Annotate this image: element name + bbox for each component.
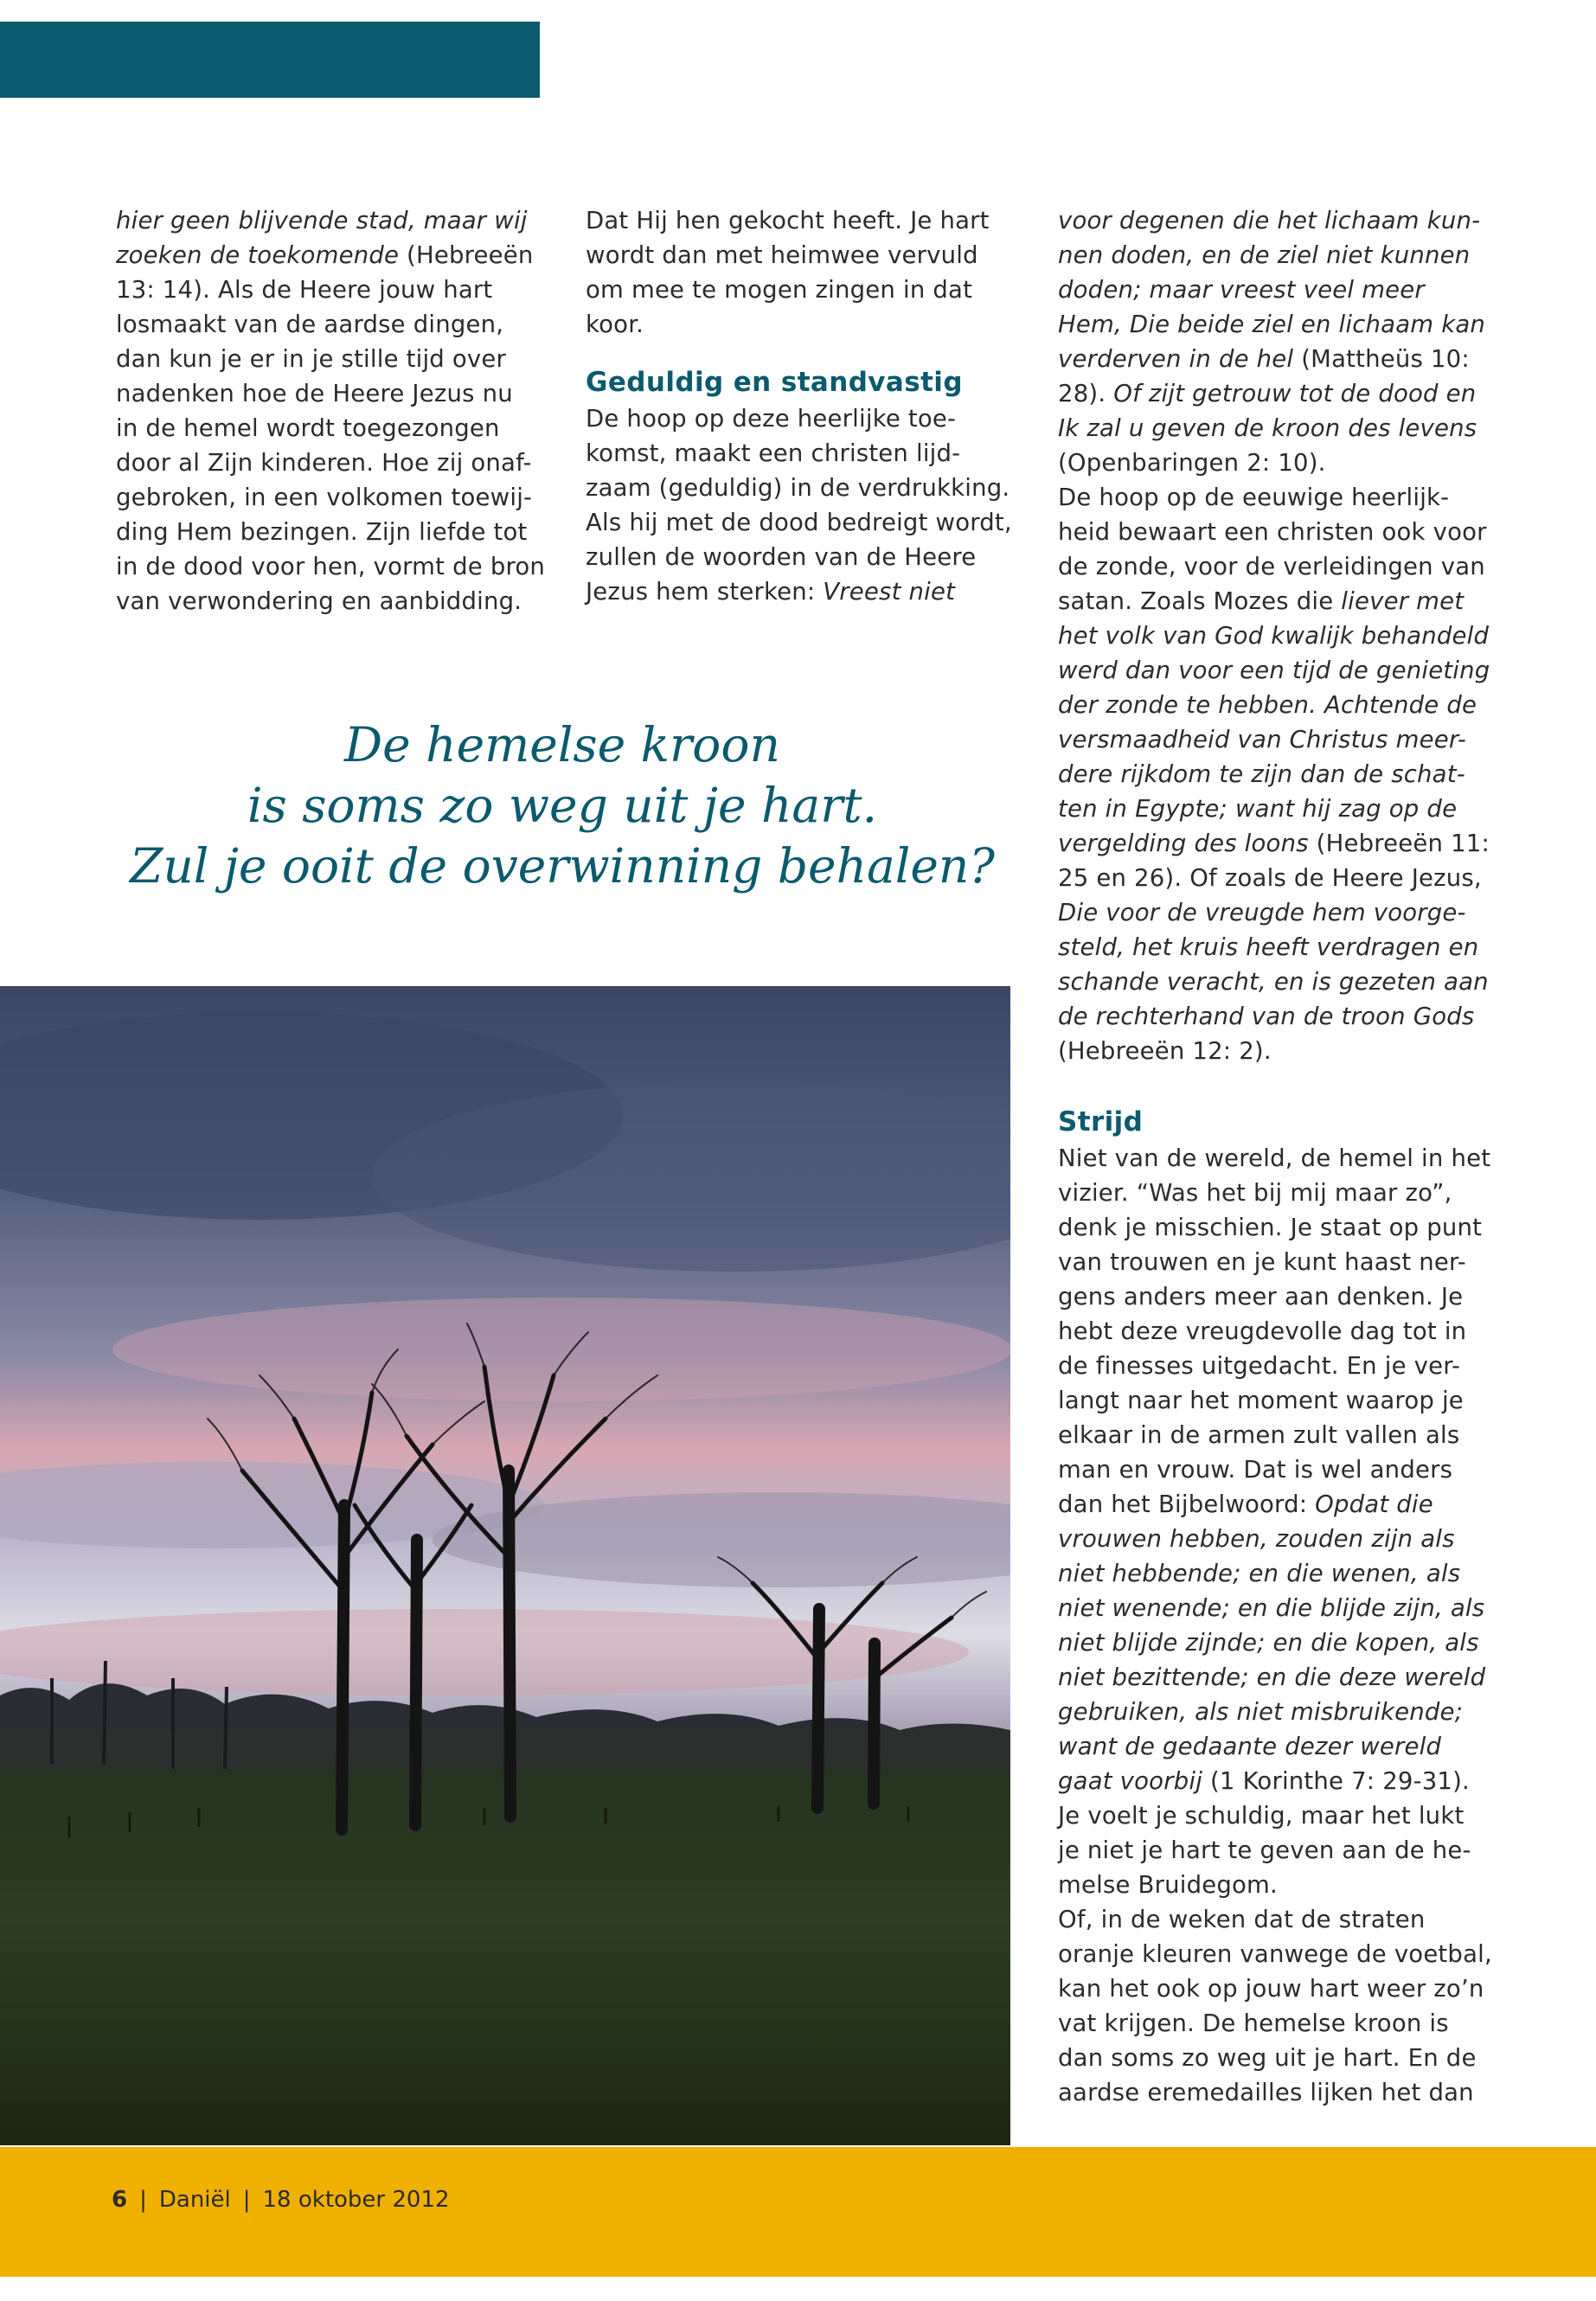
text-line bbox=[116, 203, 566, 238]
text-line bbox=[1058, 1245, 1490, 1279]
text-line bbox=[1058, 584, 1490, 619]
text-line bbox=[1058, 1176, 1490, 1210]
text-line bbox=[1058, 1418, 1490, 1452]
italic-segment: want de gedaante dezer wereld bbox=[1058, 1733, 1442, 1760]
text-line bbox=[1058, 895, 1490, 930]
italic-segment: Ik zal u geven de kroon des levens bbox=[1058, 414, 1477, 442]
roman-segment: ding Hem bezingen. Zijn liefde tot bbox=[116, 518, 528, 546]
italic-segment: vrouwen hebben, zouden zijn als bbox=[1058, 1525, 1455, 1553]
roman-segment: (Openbaringen 2: 10). bbox=[1058, 449, 1326, 477]
roman-segment: gebroken, in een volkomen toewij- bbox=[116, 484, 533, 511]
text-line: De hoop op deze heerlijke toe- bbox=[586, 405, 957, 433]
text-line bbox=[116, 549, 566, 584]
text-line bbox=[116, 272, 566, 307]
section-heading-geduldig: Geduldig en standvastig bbox=[586, 367, 963, 398]
italic-segment: voor degenen die het lichaam kun- bbox=[1058, 207, 1481, 234]
text-line bbox=[1058, 688, 1490, 722]
text-line bbox=[1058, 238, 1490, 272]
text-line bbox=[116, 480, 566, 515]
italic-segment: dere rijkdom te zijn dan de schat- bbox=[1058, 760, 1465, 788]
roman-segment: (1 Korinthe 7: 29-31). bbox=[1202, 1767, 1470, 1795]
text-line bbox=[1058, 861, 1490, 895]
text-line bbox=[1058, 1971, 1490, 2006]
pull-quote bbox=[130, 715, 995, 896]
italic-segment: ten in Egypte; want hij zag op de bbox=[1058, 795, 1458, 823]
text-column-3-strijd bbox=[1058, 1105, 1490, 2110]
italic-segment: de rechterhand van de troon Gods bbox=[1058, 1003, 1475, 1030]
text-line bbox=[1058, 1625, 1490, 1660]
roman-segment: nadenken hoe de Heere Jezus nu bbox=[116, 380, 513, 407]
roman-segment: Niet van de wereld, de hemel in het bbox=[1058, 1144, 1491, 1172]
text-line bbox=[1058, 1452, 1490, 1487]
roman-segment: oranje kleuren vanwege de voetbal, bbox=[1058, 1940, 1492, 1968]
italic-segment: vergelding des loons bbox=[1058, 830, 1309, 857]
text-line bbox=[1058, 653, 1490, 688]
roman-segment: losmaakt van de aardse dingen, bbox=[116, 311, 504, 338]
text-line bbox=[116, 307, 566, 342]
italic-segment: liever met bbox=[1341, 587, 1465, 615]
italic-segment: Hem, Die beide ziel en lichaam kan bbox=[1058, 311, 1486, 338]
text-line bbox=[1058, 549, 1490, 584]
roman-segment: je niet je hart te geven aan de he- bbox=[1058, 1836, 1471, 1864]
text-line bbox=[116, 411, 566, 445]
roman-segment: Of, in de weken dat de straten bbox=[1058, 1906, 1426, 1933]
roman-segment: langt naar het moment waarop je bbox=[1058, 1387, 1464, 1414]
italic-segment: versmaadheid van Christus meer- bbox=[1058, 726, 1466, 753]
italic-segment: niet bezittende; en die deze wereld bbox=[1058, 1663, 1486, 1691]
roman-segment: van verwondering en aanbidding. bbox=[116, 587, 522, 615]
text-line bbox=[1058, 1902, 1490, 1937]
text-line bbox=[1058, 1660, 1490, 1695]
text-line bbox=[1058, 2006, 1490, 2041]
section-heading-strijd: Strijd bbox=[1058, 1106, 1144, 1138]
text-line bbox=[1058, 1522, 1490, 1556]
text-line bbox=[116, 376, 566, 411]
italic-segment: het volk van God kwalijk behandeld bbox=[1058, 622, 1490, 650]
text-line bbox=[1058, 1383, 1490, 1418]
roman-segment: door al Zijn kinderen. Hoe zij onaf- bbox=[116, 449, 532, 477]
text-line bbox=[1058, 1591, 1490, 1625]
pull-quote-line: Zul je ooit de overwinning behalen? bbox=[130, 838, 995, 894]
text-line: koor. bbox=[586, 311, 644, 338]
text-line bbox=[1058, 1937, 1490, 1971]
roman-segment: vat krijgen. De hemelse kroon is bbox=[1058, 2009, 1449, 2037]
roman-segment: satan. Zoals Mozes die bbox=[1058, 587, 1342, 615]
italic-segment: niet hebbende; en die wenen, als bbox=[1058, 1560, 1461, 1587]
text-line bbox=[1058, 515, 1490, 549]
column-3-strijd-body bbox=[1058, 1141, 1490, 2110]
italic-segment: steld, het kruis heeft verdragen en bbox=[1058, 933, 1479, 961]
text-line bbox=[1058, 2075, 1490, 2110]
roman-segment: 28). bbox=[1058, 380, 1114, 407]
text-line: zullen de woorden van de Heere bbox=[586, 543, 977, 571]
italic-segment: Die voor de vreugde hem voorge- bbox=[1058, 899, 1466, 926]
roman-segment: gens anders meer aan denken. Je bbox=[1058, 1283, 1464, 1311]
roman-segment: elkaar in de armen zult vallen als bbox=[1058, 1421, 1460, 1449]
text-line bbox=[116, 445, 566, 480]
text-line bbox=[1058, 1868, 1490, 1902]
text-line bbox=[116, 342, 566, 376]
text-line: Als hij met de dood bedreigt wordt, bbox=[586, 509, 1012, 536]
italic-segment: verderven in de hel bbox=[1058, 345, 1294, 373]
pull-quote-line: De hemelse kroon bbox=[344, 717, 780, 772]
text-line bbox=[1058, 272, 1490, 307]
text-line bbox=[1058, 342, 1490, 376]
text-line bbox=[116, 584, 566, 619]
column-2-last-line: Jezus hem sterken: Vreest niet bbox=[586, 578, 956, 606]
italic-segment: werd dan voor een tijd de genieting bbox=[1058, 657, 1490, 684]
text-line bbox=[1058, 826, 1490, 861]
italic-segment: Of zijt getrouw tot de dood en bbox=[1113, 380, 1477, 407]
footer-separator: | bbox=[242, 2187, 251, 2213]
roman-segment: in de dood voor hen, vormt de bron bbox=[116, 553, 546, 580]
text-line bbox=[1058, 2041, 1490, 2075]
text-column-1 bbox=[116, 203, 566, 619]
text-line bbox=[1058, 1798, 1490, 1833]
roman-segment: (Mattheüs 10: bbox=[1293, 345, 1470, 373]
italic-segment: gaat voorbij bbox=[1058, 1767, 1203, 1795]
text-line bbox=[1058, 411, 1490, 445]
roman-segment: dan kun je er in je stille tijd over bbox=[116, 345, 507, 373]
roman-segment: man en vrouw. Dat is wel anders bbox=[1058, 1456, 1453, 1484]
text-line bbox=[1058, 722, 1490, 757]
column-2-intro bbox=[586, 203, 1035, 342]
roman-segment: melse Bruidegom. bbox=[1058, 1871, 1278, 1899]
roman-segment: 25 en 26). Of zoals de Heere Jezus, bbox=[1058, 864, 1482, 892]
text-line bbox=[1058, 1279, 1490, 1314]
text-line bbox=[1058, 619, 1490, 653]
text-line bbox=[1058, 203, 1490, 238]
text-line bbox=[1058, 1764, 1490, 1798]
text-line bbox=[1058, 792, 1490, 826]
text-line bbox=[1058, 1487, 1490, 1522]
text-line bbox=[1058, 999, 1490, 1034]
roman-segment: Je voelt je schuldig, maar het lukt bbox=[1058, 1802, 1465, 1830]
text-line: Dat Hij hen gekocht heeft. Je hart bbox=[586, 207, 990, 234]
header-color-bar bbox=[0, 22, 540, 98]
text-line bbox=[1058, 930, 1490, 965]
text-line: om mee te mogen zingen in dat bbox=[586, 276, 973, 304]
text-line bbox=[1058, 1833, 1490, 1868]
italic-segment: niet wenende; en die blijde zijn, als bbox=[1058, 1594, 1485, 1622]
roman-segment: heid bewaart een christen ook voor bbox=[1058, 518, 1487, 546]
roman-segment: denk je misschien. Je staat op punt bbox=[1058, 1214, 1483, 1241]
text-line bbox=[1058, 1349, 1490, 1383]
pull-quote-line: is soms zo weg uit je hart. bbox=[247, 778, 878, 833]
text-line bbox=[1058, 1556, 1490, 1591]
page-number: 6 bbox=[112, 2187, 128, 2213]
text-line bbox=[1058, 1141, 1490, 1176]
footer-separator: | bbox=[139, 2187, 147, 2213]
text-line bbox=[1058, 480, 1490, 515]
text-line bbox=[1058, 1034, 1490, 1068]
text-line bbox=[1058, 376, 1490, 411]
magazine-name: Daniël bbox=[158, 2187, 231, 2213]
text-column-2 bbox=[586, 203, 1035, 609]
text-line bbox=[1058, 445, 1490, 480]
column-2-body bbox=[586, 401, 1035, 574]
roman-segment: De hoop op de eeuwige heerlijk- bbox=[1058, 484, 1450, 511]
issue-date: 18 oktober 2012 bbox=[262, 2187, 450, 2213]
roman-segment: (Hebreeën 12: 2). bbox=[1058, 1037, 1272, 1065]
italic-segment: hier geen blijvende stad, maar wij bbox=[116, 207, 528, 234]
italic-segment: gebruiken, als niet misbruikende; bbox=[1058, 1698, 1464, 1726]
roman-segment: de finesses uitgedacht. En je ver- bbox=[1058, 1352, 1461, 1380]
roman-segment: (Hebreeën 11: bbox=[1308, 830, 1490, 857]
italic-segment: niet blijde zijnde; en die kopen, als bbox=[1058, 1629, 1479, 1657]
text-line bbox=[116, 515, 566, 549]
italic-segment: nen doden, en de ziel niet kunnen bbox=[1058, 241, 1471, 269]
roman-segment: aardse eremedailles lijken het dan bbox=[1058, 2079, 1474, 2106]
text-line bbox=[1058, 1729, 1490, 1764]
text-line bbox=[1058, 1210, 1490, 1245]
roman-segment: hebt deze vreugdevolle dag tot in bbox=[1058, 1317, 1467, 1345]
text-line bbox=[116, 238, 566, 272]
roman-segment: dan het Bijbelwoord: bbox=[1058, 1490, 1316, 1518]
text-line bbox=[1058, 1695, 1490, 1729]
italic-segment: schande veracht, en is gezeten aan bbox=[1058, 968, 1489, 996]
italic-segment: zoeken de toekomende bbox=[116, 241, 400, 269]
footer-folio bbox=[112, 2186, 450, 2214]
text-line: komst, maakt een christen lijd- bbox=[586, 439, 961, 467]
text-line bbox=[1058, 307, 1490, 342]
text-line bbox=[1058, 965, 1490, 999]
text-line bbox=[1058, 1314, 1490, 1349]
text-line bbox=[1058, 757, 1490, 792]
italic-segment: doden; maar vreest veel meer bbox=[1058, 276, 1425, 304]
roman-segment: van trouwen en je kunt haast ner- bbox=[1058, 1248, 1466, 1276]
column-1-body bbox=[116, 203, 566, 619]
roman-segment: kan het ook op jouw hart weer zo’n bbox=[1058, 1975, 1484, 2003]
text-column-3 bbox=[1058, 203, 1490, 1068]
roman-segment: 13: 14). Als de Heere jouw hart bbox=[116, 276, 493, 304]
roman-segment: dan soms zo weg uit je hart. En de bbox=[1058, 2044, 1477, 2072]
text-line: zaam (geduldig) in de verdrukking. bbox=[586, 474, 1010, 502]
text-line: wordt dan met heimwee vervuld bbox=[586, 241, 978, 269]
roman-segment: in de hemel wordt toegezongen bbox=[116, 414, 500, 442]
landscape-photo bbox=[0, 986, 1010, 2145]
roman-segment: (Hebreeën bbox=[399, 241, 534, 269]
italic-segment: Opdat die bbox=[1315, 1490, 1433, 1518]
roman-segment: de zonde, voor de verleidingen van bbox=[1058, 553, 1485, 580]
roman-segment: vizier. “Was het bij mij maar zo”, bbox=[1058, 1179, 1452, 1207]
italic-segment: der zonde te hebben. Achtende de bbox=[1058, 691, 1477, 719]
column-3-body bbox=[1058, 203, 1490, 1068]
